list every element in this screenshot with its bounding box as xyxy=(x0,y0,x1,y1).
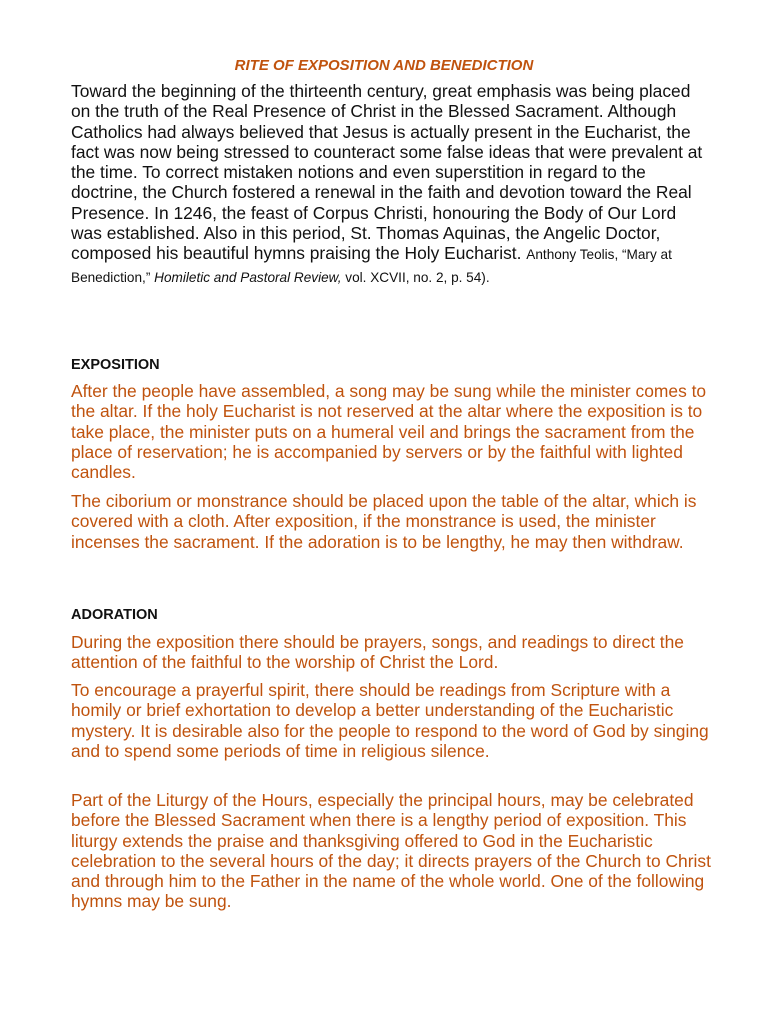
adoration-paragraph-3: Part of the Liturgy of the Hours, especially the principal hours, may be celebrated before the Blessed Sacrament when there is a lengthy period of exposition. This liturgy extends the praise and thanksgiving offered to God in the Eucharistic celebration to the several hours of the day; it directs prayers of the Church to Christ and through him to the Father in the name of the whole world. One of the following hymns may be sung. xyxy=(71,790,711,912)
adoration-paragraph-2: To encourage a prayerful spirit, there should be readings from Scripture with a homily or brief exhortation to develop a better understanding of the Eucharistic mystery. It is desirable also for the people to respond to the word of God by singing and to spend some periods of time in religious silence. xyxy=(71,680,709,761)
adoration-paragraph-1: During the exposition there should be prayers, songs, and readings to direct the attention of the faithful to the worship of Christ the Lord. xyxy=(71,632,684,673)
citation-details: vol. XCVII, no. 2, p. 54). xyxy=(345,269,490,285)
document-title: RITE OF EXPOSITION AND BENEDICTION xyxy=(234,57,534,74)
intro-paragraph xyxy=(71,81,711,288)
citation-author: Anthony Teolis, “Mary at Benediction,” xyxy=(71,247,672,285)
exposition-paragraph-2: The ciborium or monstrance should be placed upon the table of the altar, which is covered with a cloth. After exposition, if the monstrance is used, the minister incenses the sacrament. If the adoration is to be lengthy, he may then withdraw. xyxy=(71,491,697,552)
section-heading-exposition: EXPOSITION xyxy=(71,357,160,373)
section-heading-adoration: ADORATION xyxy=(71,607,158,623)
intro-text: Toward the beginning of the thirteenth century, great emphasis was being placed on the truth of the Real Presence of Christ in the Blessed Sacrament. Although Catholics had always believed that Jesus is actually present in the Eucharist, the fact was now being stressed to counteract some false ideas that were prevalent at the time. To correct mistaken notions and even superstition in regard to the doctrine, the Church fostered a renewal in the faith and devotion toward the Real Presence. In 1246, the feast of Corpus Christi, honouring the Body of Our Lord was established. Also in this period, St. Thomas Aquinas, the Angelic Doctor, composed his beautiful hymns praising the Holy Eucharist. xyxy=(71,81,703,264)
citation-journal: Homiletic and Pastoral Review, xyxy=(154,269,342,285)
exposition-paragraph-1: After the people have assembled, a song may be sung while the minister comes to the altar. If the holy Eucharist is not reserved at the altar where the exposition is to take place, the minister puts on a humeral veil and brings the sacrament from the place of reservation; he is accompanied by servers or by the faithful with lighted candles. xyxy=(71,381,707,483)
